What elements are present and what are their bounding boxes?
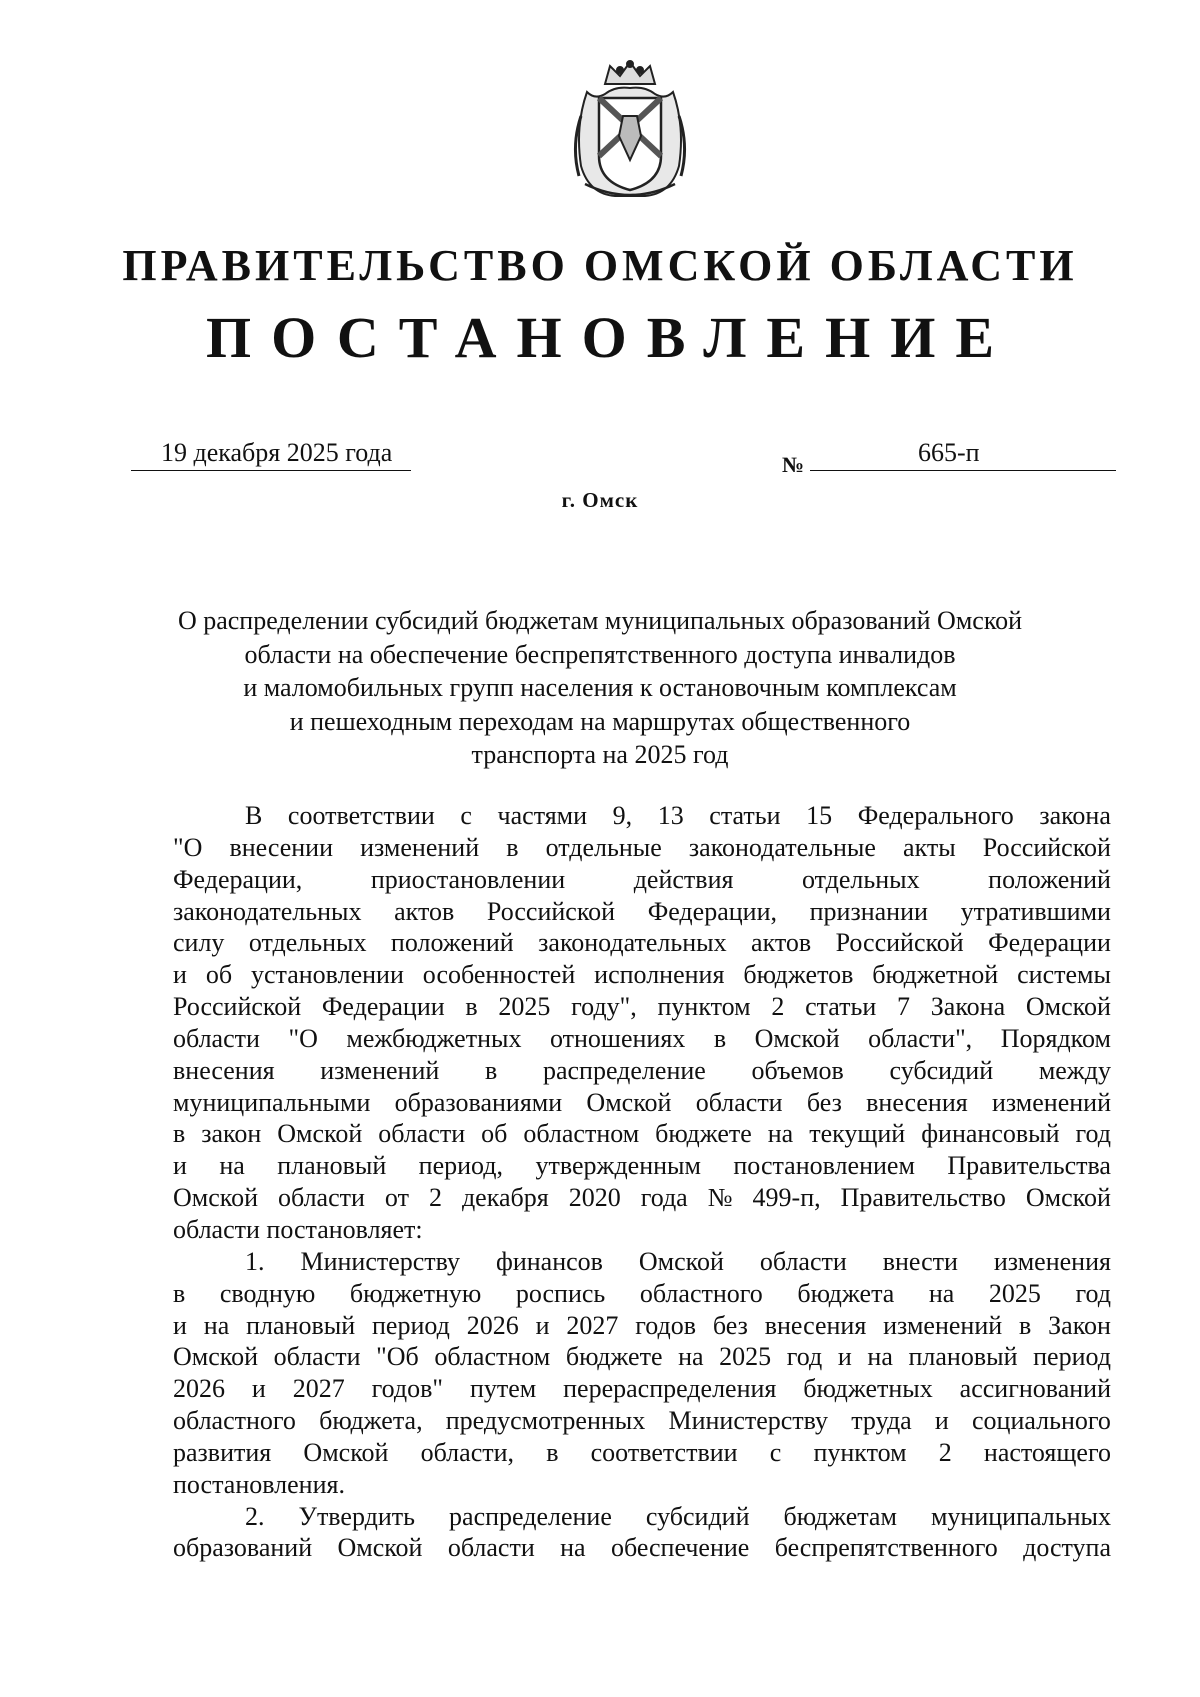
body-line: 2. Утвердить распределение субсидий бюджетам муниципальных [245, 1501, 1111, 1531]
subject-line: и пешеходным переходам на маршрутах общественного [289, 706, 911, 736]
document-subject [160, 604, 1040, 772]
document-date: 19 декабря 2025 года [161, 438, 393, 467]
subject-line: транспорта на 2025 год [471, 740, 729, 770]
document-type-title: ПОСТАНОВЛЕНИЕ [205, 305, 1015, 370]
coat-of-arms-icon [565, 56, 695, 204]
body-line: и на плановый период 2026 и 2027 годов без внесения изменений в Закон [173, 1310, 1111, 1340]
document-number: 665-п [918, 438, 980, 467]
subject-line: и маломобильных групп населения к остановочным комплексам [243, 673, 957, 703]
body-line: образований Омской области на обеспечение беспрепятственного доступа [173, 1533, 1111, 1563]
body-line: внесения изменений в распределение объемов субсидий между [173, 1055, 1111, 1085]
document-body [173, 800, 1111, 1564]
body-line: законодательных актов Российской Федерации, признании утратившими [173, 896, 1111, 926]
body-line: области "О межбюджетных отношениях в Омской области", Порядком [173, 1023, 1111, 1053]
number-sign: № [782, 452, 805, 477]
body-line: области постановляет: [173, 1214, 423, 1244]
body-line: муниципальными образованиями Омской области без внесения изменений [173, 1087, 1111, 1117]
body-line: постановления. [173, 1469, 345, 1499]
body-line: "О внесении изменений в отдельные законодательные акты Российской [173, 832, 1111, 862]
body-line: 2026 и 2027 годов" путем перераспределения бюджетных ассигнований [173, 1374, 1111, 1404]
government-name: ПРАВИТЕЛЬСТВО ОМСКОЙ ОБЛАСТИ [122, 241, 1078, 290]
city-label: г. Омск [561, 488, 639, 512]
body-line: Российской Федерации в 2025 году", пунктом 2 статьи 7 Закона Омской [173, 992, 1111, 1022]
body-line: и на плановый период, утвержденным постановлением Правительства [173, 1151, 1111, 1181]
body-line: В соответствии с частями 9, 13 статьи 15 Федерального закона [245, 801, 1111, 830]
body-line: Омской области от 2 декабря 2020 года № 499-п, Правительство Омской [173, 1183, 1111, 1213]
body-line: в закон Омской области об областном бюджете на текущий финансовый год [173, 1119, 1111, 1149]
number-field [810, 434, 1116, 471]
body-line: областного бюджета, предусмотренных Министерству труда и социального [173, 1406, 1111, 1436]
body-line: в сводную бюджетную роспись областного бюджета на 2025 год [173, 1278, 1111, 1308]
body-line: Омской области "Об областном бюджете на 2025 год и на плановый период [173, 1342, 1111, 1372]
subject-line: области на обеспечение беспрепятственного доступа инвалидов [244, 639, 956, 669]
body-line: 1. Министерству финансов Омской области внести изменения [245, 1246, 1111, 1276]
body-line: Федерации, приостановлении действия отдельных положений [173, 864, 1111, 894]
body-line: и об установлении особенностей исполнения бюджетов бюджетной системы [173, 960, 1111, 990]
body-line: силу отдельных положений законодательных актов Российской Федерации [173, 928, 1111, 958]
subject-line: О распределении субсидий бюджетам муниципальных образований Омской [177, 606, 1023, 635]
date-field [131, 434, 411, 471]
body-line: развития Омской области, в соответствии с пунктом 2 настоящего [173, 1437, 1111, 1467]
